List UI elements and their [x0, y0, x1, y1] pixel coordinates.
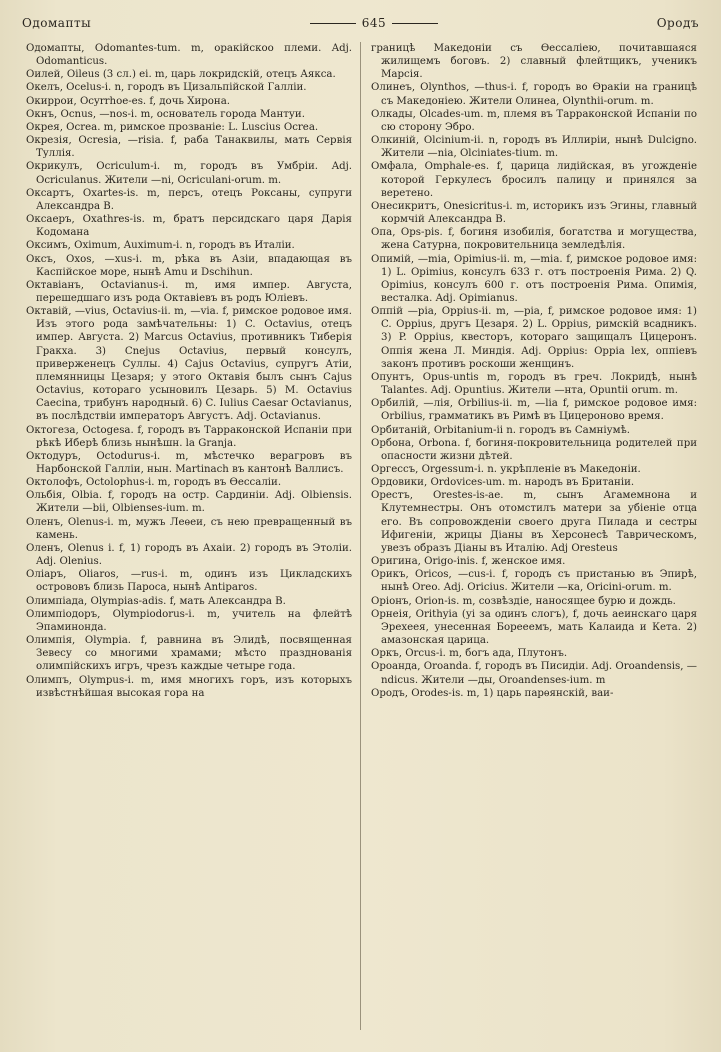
- dictionary-entry: Онесикритъ, Onesicritus-i. m, историкъ изъ Эгины, главный кормчій Александра В.: [371, 200, 697, 226]
- dictionary-entry: Оленъ, Olenus i. f, 1) городъ въ Ахаіи. 2) городъ въ Этоліи. Adj. Olenius.: [26, 542, 352, 568]
- dictionary-entry: Олинеъ, Olynthos, —thus-i. f, городъ во Өракіи на границѣ съ Македоніею. Жители Олинеа, Olynthii-orum. m.: [371, 82, 697, 107]
- dictionary-entry: Окиррои, Ocyrrhoe-es. f, дочь Хирона.: [26, 95, 231, 107]
- dictionary-entry: Опимій, —mia, Opimius-ii. m, —mia. f, римское родовое имя: 1) L. Opimius, консулъ 633 г. отъ построенія Рима. 2) Q. Opimius, консулъ 600 г. отъ построенія Рима. Опимія, весталка. Adj. Opimianus.: [371, 253, 697, 304]
- running-head-right: Ородъ: [656, 16, 699, 30]
- dictionary-entry: Олкады, Olcades-um. m, племя въ Тарраконской Испаніи по сю сторону Эбро.: [371, 108, 697, 133]
- dictionary-entry: Ороанда, Oroanda. f, городъ въ Писидіи. Adj. Oroandensis, —ndicus. Жители —ды, Oroandenses-ium. m: [371, 661, 697, 686]
- dictionary-entry: Орбилій, —лія, Orbilius-ii. m, —lia f, римское родовое имя: Orbilius, грамматикъ въ Римѣ въ Цицероново время.: [371, 398, 697, 423]
- left-column: [20, 42, 361, 1030]
- dictionary-entry: Октолофъ, Octolophus-i. m, городъ въ Өессаліи.: [26, 477, 282, 489]
- dictionary-entry: Оппій —pia, Oppius-ii. m, —pia, f, римское родовое имя: 1) C. Oppius, другъ Цезаря. 2) L. Oppius, римскій всадникъ. 3) P. Oppius, квесторъ, котораго защищалъ Цицеронъ. Оппія жена Л. Миндія. Adj. Oppius: Oppia lex, оппіевъ законъ противъ роскоши женщинъ.: [371, 306, 697, 370]
- dictionary-entry: Орикъ, Oricos, —cus-i. f, городъ съ пристанью въ Эпирѣ, нынѣ Oreo. Adj. Oricius. Жители —ка, Oricini-orum. m.: [371, 569, 697, 594]
- dictionary-entry: Олимпъ, Olympus-i. m, имя многихъ горъ, изъ которыхъ извѣстнѣйшая высокая гора на: [26, 674, 352, 699]
- dictionary-entry: Октавіанъ, Octavianus-i. m, имя импер. Августа, перешедшаго изъ рода Октавіевъ въ родъ Юліевъ.: [26, 279, 352, 304]
- dictionary-entry: Окнъ, Ocnus, —nos-i. m, основатель города Мантуи.: [26, 108, 305, 120]
- dictionary-entry: Орнеія, Orithyia (уі за одинъ слогъ), f, дочь аеинскаго царя Эрехеея, унесенная Борееемъ, мать Калаида и Кета. 2) амазонская царица.: [371, 608, 697, 647]
- dictionary-entry: Орбитаній, Orbitanium-ii n. городъ въ Самніумѣ.: [371, 424, 630, 436]
- text-columns: [20, 42, 703, 1030]
- dictionary-entry: Оріонъ, Orion-is. m, созвѣздіе, наносящее бурю и дождь.: [371, 595, 676, 607]
- dictionary-entry: Опа, Ops-pis. f, богиня изобилія, богатства и могущества, жена Сатурна, покровительница земледѣлія.: [371, 227, 697, 252]
- dictionary-entry: Окрикулъ, Ocriculum-i. m, городъ въ Умбріи. Adj. Ocriculanus. Жители —ni, Ocriculani-orum. m.: [26, 161, 352, 186]
- dictionary-entry: Оргессъ, Orgessum-i. n. укрѣпленіе въ Македоніи.: [371, 464, 641, 475]
- dictionary-entry: Ородъ, Orodes-is. m, 1) царь парѳянскій, ваи-: [371, 687, 614, 699]
- dictionary-entry: Окелъ, Ocelus-i. n, городъ въ Цизальпійской Галліи.: [26, 82, 307, 94]
- dictionary-entry: Оркъ, Orcus-i. m, богъ ада, Плутонъ.: [371, 648, 568, 660]
- dictionary-entry: Октодуръ, Octodurus-i. m, мѣстечко верагровъ въ Нарбонской Галліи, нын. Martinach въ кантонѣ Валлисъ.: [26, 450, 352, 475]
- dictionary-entry: Олимпіада, Olympias-adis. f, мать Александра В.: [26, 595, 286, 607]
- page-number-group: [310, 16, 438, 30]
- dictionary-entry: Орестъ, Orestes-is-ae. m, сынъ Агамемнона и Клутемнестры. Онъ отомстилъ матери за убіеніе отца его. Въ сопровожденіи своего друга Пилада и сестры Ифигеніи, жрицы Діаны въ Херсонесѣ Таврическомъ, увезъ образъ Діаны въ Италію. Adj Oresteus: [371, 490, 697, 554]
- page-number: 645: [361, 16, 387, 30]
- dictionary-entry: границѣ Македоніи съ Өессаліею, почитавшаяся жилищемъ боговъ. 2) славный флейтщикъ, ученикъ Марсія.: [371, 43, 697, 81]
- dictionary-entry: Олкиній, Olcinium-ii. n, городъ въ Иллиріи, нынѣ Dulcigno. Жители —nia, Olciniates-tium. m.: [371, 135, 697, 160]
- dictionary-entry: Олимпіодоръ, Olympiodorus-i. m, учитель на флейтѣ Эпаминонда.: [26, 608, 352, 633]
- dictionary-entry: Одомапты, Odomantes-tum. m, оракійскоо племи. Adj. Odomanticus.: [26, 43, 352, 68]
- dictionary-entry: Окрея, Ocrea. m, римское прозваніе: L. Luscius Ocrea.: [26, 121, 319, 133]
- dictionary-entry: Оксартъ, Oxartes-is. m, персъ, отецъ Роксаны, супруги Александра В.: [26, 187, 352, 212]
- dictionary-entry: Оксимъ, Oximum, Auximum-i. n, городъ въ Италіи.: [26, 240, 295, 252]
- header-rule-right: [392, 23, 438, 24]
- dictionary-entry: Опунтъ, Opus-untis m, городъ въ греч. Локридѣ, нынѣ Talantes. Adj. Opuntius. Жители —нта, Opuntii orum. m.: [371, 371, 697, 397]
- dictionary-entry: Оліаръ, Oliaros, —rus-i. m, одинъ изъ Цикладскихъ острововъ близь Пароса, нынѣ Antiparos.: [26, 569, 352, 594]
- dictionary-entry: Орбона, Orbona. f, богиня-покровительница родителей при опасности жизни дѣтей.: [371, 437, 697, 462]
- dictionary-entry: Оилей, Oileus (3 сл.) ei. m, царь локридскій, отецъ Аякса.: [26, 69, 336, 81]
- dictionary-entry: Оксаеръ, Oxathres-is. m, братъ персидскаго царя Дарія Кодомана: [26, 214, 352, 239]
- dictionary-entry: Омфала, Omphale-es. f, царица лидійская, въ угожденіе которой Геркулесъ бросилъ палицу и принялся за веретено.: [371, 161, 697, 199]
- header-rule-left: [310, 23, 356, 24]
- dictionary-entry: Оксъ, Oxos, —xus-i. m, рѣка въ Азіи, впадающая въ Каспійское море, нынѣ Amu и Dschihun.: [26, 253, 352, 278]
- right-column: [361, 42, 703, 1030]
- dictionary-entry: Октогеза, Octogesa. f, городъ въ Тарраконской Испаніи при рѣкѣ Иберѣ близь нынѣшн. la Granja.: [26, 424, 352, 449]
- running-head-left: Одомапты: [22, 16, 92, 30]
- dictionary-entry: Оригина, Origo-inis. f, женское имя.: [371, 556, 566, 568]
- dictionary-entry: Ольбія, Olbia. f, городъ на остр. Сардиніи. Adj. Olbiensis. Жители —bii, Olbienses-ium. m.: [26, 490, 352, 515]
- dictionary-entry: Олимпія, Olympia. f, равнина въ Элидѣ, посвященная Зевесу со многими храмами; мѣсто празднованія олимпійскихъ игръ, чрезъ каждые четыре года.: [26, 635, 352, 673]
- dictionary-entry: Октавій, —vius, Octavius-ii. m, —via. f, римское родовое имя. Изъ этого рода замѣчательны: 1) C. Octavius, отецъ импер. Августа. 2) Marcus Octavius, противникъ Тиберія Гракха. 3) Cnejus Octavius, первый консулъ, приверженецъ Суллы. 4) Cajus Octavius, супругъ Атіи, племянницы Цезаря; у этого Октавія былъ сынъ Cajus Octavius, котораго усыновилъ Цезарь. 5) M. Octavius Caecina, трибунъ народный. 6) C. Iulius Caesar Octavianus, въ послѣдствіи императоръ Августъ. Adj. Octavianus.: [26, 306, 352, 423]
- dictionary-entry: Ордовики, Ordovices-um. m. народъ въ Британіи.: [371, 477, 635, 489]
- dictionary-entry: Оленъ, Olenus-i. m, мужъ Леѳеи, съ нею превращенный въ камень.: [26, 516, 352, 541]
- page-header: [22, 12, 699, 34]
- dictionary-entry: Окрезія, Ocresia, —risia. f, раба Танаквилы, мать Сервія Туллія.: [26, 135, 352, 160]
